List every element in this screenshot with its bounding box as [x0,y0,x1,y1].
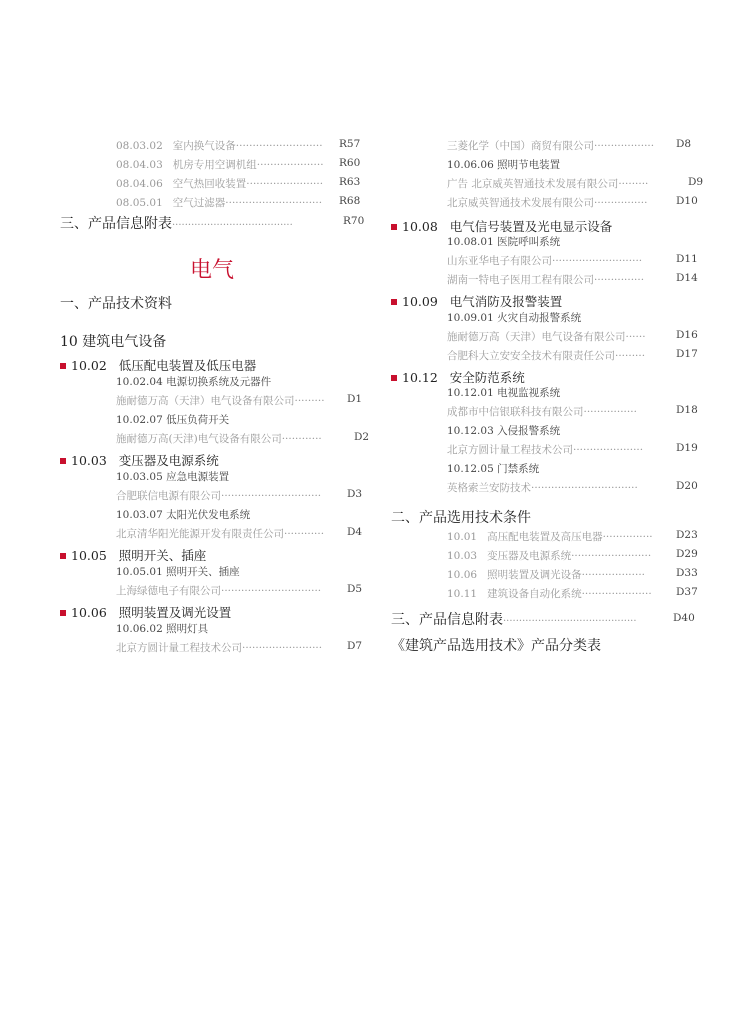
company-entry[interactable]: 湖南一特电子医用工程有限公司··············· [447,274,645,286]
toc-entry[interactable]: 08.03.02 室内换气设备·························· [116,140,323,152]
entry-page: D10 [676,195,698,207]
entry-page: D4 [347,526,363,538]
info-table-heading[interactable]: 三、产品信息附表······································ [60,216,293,232]
subgroup-title: 10.12.03 入侵报警系统 [447,425,561,437]
company-entry[interactable]: 合肥科大立安安全技术有限责任公司········· [447,350,646,362]
entry-page: D9 [688,176,704,188]
entry-title: 机房专用空调机组 [172,159,257,171]
toc-entry[interactable]: 08.05.01 空气过滤器····························· [116,197,323,209]
entry-title: 空气过滤器 [172,197,226,209]
subgroup-title: 10.03.07 太阳光伏发电系统 [116,509,251,521]
group-heading[interactable]: 10.08 电气信号装置及光电显示设备 [391,217,612,235]
toc-entry[interactable]: 08.04.06 空气热回收装置······················· [116,178,324,190]
subgroup-title: 10.02.07 低压负荷开关 [116,414,230,426]
toc-entry[interactable]: 10.03 变压器及电源系统························ [447,550,652,562]
group-heading[interactable]: 10.12 安全防范系统 [391,368,525,386]
toc-entry[interactable]: 10.01 高压配电装置及高压电器··············· [447,531,653,543]
company-entry[interactable]: 上海绿德电子有限公司······························ [116,585,322,597]
entry-page: D7 [347,640,363,652]
entry-page: D17 [676,348,698,360]
entry-page: D1 [347,393,363,405]
entry-page: R70 [343,215,365,227]
bullet-square-icon [391,299,397,305]
info-table-heading[interactable]: 三、产品信息附表·········································· [391,612,637,628]
subgroup-title: 10.06.06 照明节电装置 [447,159,561,171]
company-entry[interactable]: 北京方圆计量工程技术公司························ [116,642,323,654]
company-entry[interactable]: 广告 北京威英智通技术发展有限公司········· [447,178,649,190]
subgroup-title: 10.02.04 电源切换系统及元器件 [116,376,272,388]
entry-page: R60 [339,157,361,169]
part-title: 电气 [190,258,235,283]
entry-page: D29 [676,548,698,560]
group-heading[interactable]: 10.05 照明开关、插座 [60,546,206,564]
toc-entry[interactable]: 10.11 建筑设备自动化系统····················· [447,588,652,600]
closing-title: 《建筑产品选用技术》产品分类表 [391,638,601,654]
entry-title: 室内换气设备 [172,140,236,152]
entry-code: 08.05.01 [116,197,163,209]
company-entry[interactable]: 英格索兰安防技术································ [447,482,638,494]
bullet-square-icon [391,375,397,381]
bullet-square-icon [60,363,66,369]
company-entry[interactable]: 施耐德万高（天津）电气设备有限公司······ [447,331,646,343]
entry-page: D3 [347,488,363,500]
company-entry[interactable]: 山东亚华电子有限公司··························· [447,255,643,267]
toc-entry[interactable]: 08.04.03 机房专用空调机组···················· [116,159,324,171]
company-entry[interactable]: 北京威英智通技术发展有限公司················ [447,197,648,209]
entry-page: D40 [673,612,695,624]
subgroup-title: 10.08.01 医院呼叫系统 [447,236,561,248]
entry-page: R63 [339,176,361,188]
entry-page: D18 [676,404,698,416]
bullet-square-icon [391,224,397,230]
group-heading[interactable]: 10.03 变压器及电源系统 [60,451,219,469]
company-entry[interactable]: 北京方圆计量工程技术公司····················· [447,444,644,456]
entry-page: D5 [347,583,363,595]
section-heading: 一、产品技术资料 [60,296,172,312]
company-entry[interactable]: 成都市中信银联科技有限公司················ [447,406,637,418]
subgroup-title: 10.03.05 应急电源装置 [116,471,230,483]
entry-page: R57 [339,138,361,150]
subgroup-title: 10.12.01 电视监视系统 [447,387,561,399]
entry-page: R68 [339,195,361,207]
subgroup-title: 10.09.01 火灾自动报警系统 [447,312,582,324]
entry-page: D11 [676,253,698,265]
entry-page: D2 [354,431,370,443]
entry-page: D16 [676,329,698,341]
entry-title: 空气热回收装置 [172,178,247,190]
group-heading[interactable]: 10.09 电气消防及报警装置 [391,292,562,310]
entry-code: 08.04.06 [116,178,163,190]
group-heading[interactable]: 10.02 低压配电装置及低压电器 [60,356,256,374]
entry-page: D33 [676,567,698,579]
subgroup-title: 10.05.01 照明开关、插座 [116,566,240,578]
company-entry[interactable]: 北京清华阳光能源开发有限责任公司············ [116,528,325,540]
toc-entry[interactable]: 10.06 照明装置及调光设备··················· [447,569,645,581]
entry-page: D8 [676,138,692,150]
section-heading: 二、产品选用技术条件 [391,510,531,526]
entry-page: D19 [676,442,698,454]
entry-code: 08.04.03 [116,159,163,171]
bullet-square-icon [60,553,66,559]
company-entry[interactable]: 施耐德万高(天津)电气设备有限公司············ [116,433,322,445]
company-entry[interactable]: 施耐德万高（天津）电气设备有限公司········· [116,395,325,407]
entry-page: D37 [676,586,698,598]
company-entry[interactable]: 三菱化学（中国）商贸有限公司·················· [447,140,655,152]
bullet-square-icon [60,610,66,616]
entry-code: 08.03.02 [116,140,163,152]
company-entry[interactable]: 合肥联信电源有限公司······························ [116,490,322,502]
group-heading[interactable]: 10.06 照明装置及调光设置 [60,603,231,621]
entry-page: D14 [676,272,698,284]
subgroup-title: 10.06.02 照明灯具 [116,623,209,635]
entry-page: D23 [676,529,698,541]
bullet-square-icon [60,458,66,464]
entry-page: D20 [676,480,698,492]
chapter-heading: 10 建筑电气设备 [60,334,167,350]
subgroup-title: 10.12.05 门禁系统 [447,463,540,475]
